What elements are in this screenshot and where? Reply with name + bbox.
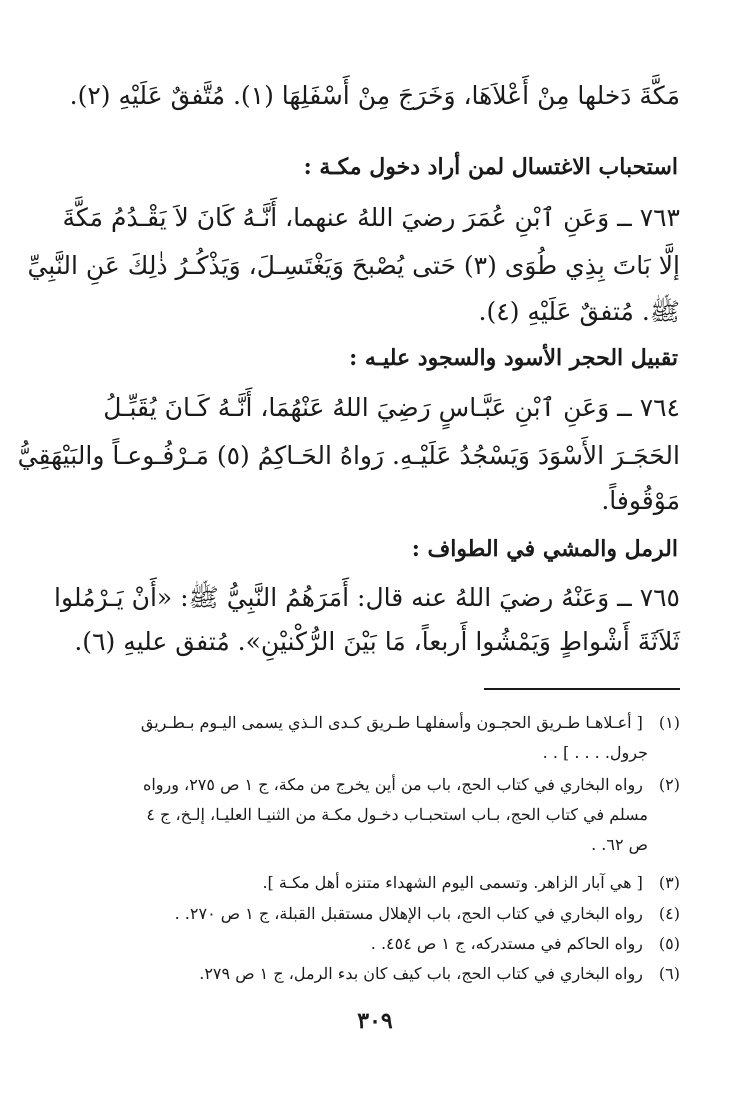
hadith-763-line-2: إلَّا بَاتَ بِذِي طُوَى (٣) حَتى يُصْبحَ وَيَغْتَسِـلَ، وَيَذْكُـرُ ذٰلِكَ عَنِ النَّبِيِّ	[27, 251, 680, 280]
footnote-1	[60, 710, 680, 736]
footnote-number: (٦)	[658, 964, 680, 983]
page-number: ٣٠٩	[357, 1008, 393, 1034]
body-line-1: مَكَّةَ دَخلها مِنْ أَعْلاَهَا، وَخَرَجَ مِنْ أَسْفَلِهَا (١). مُتَّفقٌ عَلَيْهِ (٢).	[69, 81, 680, 110]
footnote-2	[60, 772, 680, 798]
section-heading-black-stone: تقبيل الحجر الأسود والسجود عليـه :	[349, 345, 678, 371]
footnote-number: (١)	[658, 713, 680, 732]
section-heading-ghusl: استحباب الاغتسال لمن أراد دخول مكـة :	[303, 154, 678, 180]
footnote-number: (٤)	[658, 904, 680, 923]
footnote-2-continuation-2: ص ٦٢. .	[591, 835, 648, 854]
hadith-765-line-2: ثَلاَثَةَ أَشْواطٍ وَيَمْشُوا أَربعاً، مَا بَيْنَ الرُّكْنيْنِ». مُتفق عليهِ (٦).	[74, 627, 680, 656]
footnote-text: رواه البخاري في كتاب الحج، باب الإهلال مستقبل القبلة، ج ١ ص ٢٧٠. .	[174, 904, 643, 923]
footnote-6	[60, 961, 680, 987]
footnote-5	[60, 931, 680, 957]
hadith-763-line-3: ﷺ. مُتفقٌ عَلَيْهِ (٤).	[478, 297, 680, 326]
footnote-number: (٥)	[658, 934, 680, 953]
hadith-764-line-1: ٧٦٤ ــ وَعَنِ ٱبْنِ عَبَّـاسٍ رَضِيَ اللهُ عَنْهُمَا، أَنَّـهُ كَـانَ يُقَبِّـلُ	[103, 393, 680, 422]
hadith-764-line-3: مَوْقُوفاً.	[601, 486, 680, 515]
footnote-text: رواه البخاري في كتاب الحج، باب كيف كان بدء الرمل، ج ١ ص ٢٧٩.	[199, 964, 643, 983]
footnote-text: رواه الحاكم في مستدركه، ج ١ ص ٤٥٤. .	[370, 934, 643, 953]
footnote-text: [ أعـلاهـا طـريق الحجـون وأسفلهـا طـريق كـدى الـذي يسمى اليـوم بـطـريق	[140, 713, 643, 732]
section-heading-raml: الرمل والمشي في الطواف :	[411, 536, 678, 562]
footnote-separator	[484, 688, 680, 690]
hadith-765-line-1: ٧٦٥ ــ وَعَنْهُ رضيَ اللهُ عنه قال: أَمَرَهُمُ النَّبِيُّ ﷺ: «أَنْ يَـرْمُلوا	[54, 583, 680, 612]
footnote-text: رواه البخاري في كتاب الحج، باب من أين يخرج من مكة، ج ١ ص ٢٧٥، ورواه	[142, 775, 643, 794]
footnote-text: [ هي آبار الزاهر. وتسمى اليوم الشهداء متنزه أهل مكـة ].	[262, 873, 643, 892]
hadith-763-line-1: ٧٦٣ ــ وَعَنِ ٱبْنِ عُمَرَ رضيَ اللهُ عنهما، أَنَّـهُ كَانَ لاَ يَقْـدُمُ مَكَّةَ	[62, 203, 680, 232]
footnote-number: (٣)	[658, 873, 680, 892]
footnote-number: (٢)	[658, 775, 680, 794]
footnote-2-continuation-1: مسلم في كتاب الحج، بـاب استحبـاب دخـول مكـة من الثنيـا العليـا، إلـخ، ج ٤	[146, 805, 648, 824]
footnote-3	[60, 870, 680, 896]
footnote-4	[60, 901, 680, 927]
footnote-1-continuation: جرول. . . . ] . .	[542, 743, 648, 762]
hadith-764-line-2: الحَجَـرَ الأَسْوَدَ وَيَسْجُدُ عَلَيْـهِ. رَواهُ الحَـاكِمُ (٥) مَـرْفُـوعـاً والبَيْهَقِيُّ	[17, 441, 680, 470]
